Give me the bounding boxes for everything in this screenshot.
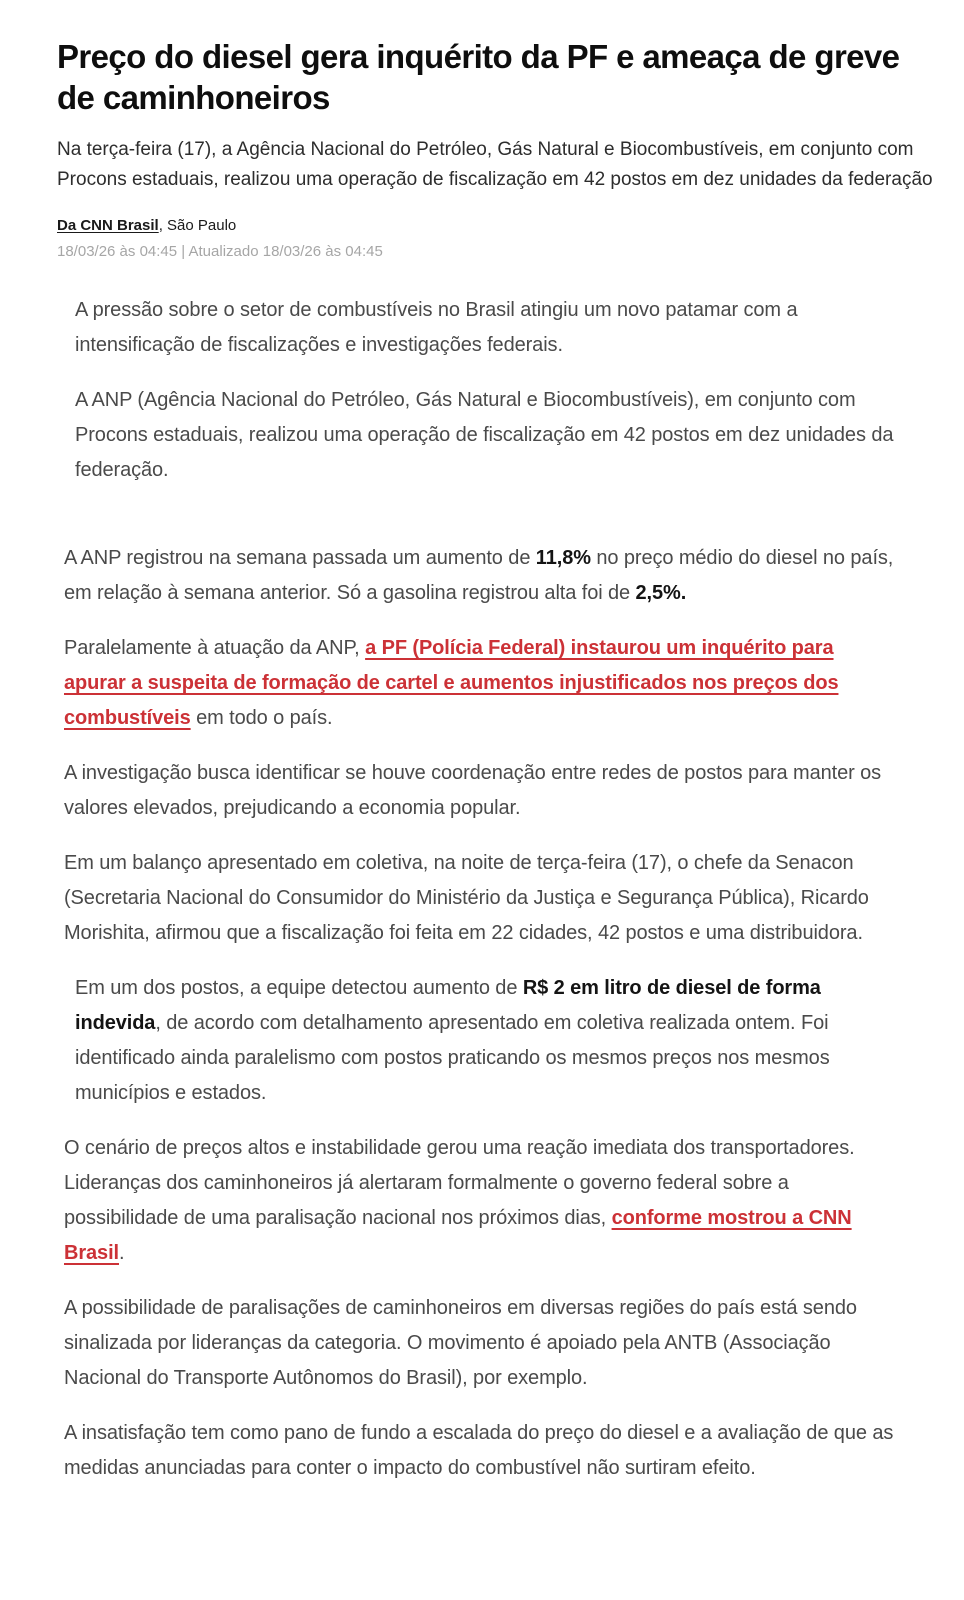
article-title: Preço do diesel gera inquérito da PF e ameaça de greve de caminhoneiros xyxy=(57,38,900,116)
gasoline-increase-value: 2,5%. xyxy=(635,582,687,604)
paragraph-text: A ANP (Agência Nacional do Petróleo, Gás Natural e Biocombustíveis), em conjunto com Procons estaduais, realizou uma operação de fiscalização em 42 postos em dez unidades da federação. xyxy=(75,389,894,481)
article-body xyxy=(0,293,964,1486)
paragraph-2 xyxy=(64,383,894,488)
cnn-brasil-link[interactable]: conforme mostrou a CNN Brasil xyxy=(64,1207,852,1264)
paragraph-text: O cenário de preços altos e instabilidade gerou uma reação imediata dos transportadores. Lideranças dos caminhoneiros já alertaram formalmente o governo federal sobre a possibilidade de uma paralisação nacional nos próximos dias, xyxy=(64,1137,855,1229)
paragraph-text: A possibilidade de paralisações de caminhoneiros em diversas regiões do país está sendo sinalizada por lideranças da categoria. O movimento é apoiado pela ANTB (Associação Nacional do Transporte Autônomos do Brasil), por exemplo. xyxy=(64,1297,857,1389)
article-header xyxy=(0,0,964,261)
byline-location: , São Paulo xyxy=(158,217,237,234)
author-link[interactable]: Da CNN Brasil xyxy=(57,217,159,234)
paragraph-1 xyxy=(64,293,894,363)
paragraph-7 xyxy=(64,971,894,1111)
paragraph-text: no preço médio do diesel no país, em relação à semana anterior. Só a gasolina registrou alta foi de xyxy=(64,547,894,604)
diesel-increase-value: 11,8% xyxy=(535,547,591,569)
pf-inquiry-link[interactable]: a PF (Polícia Federal) instaurou um inquérito para apurar a suspeita de formação de cartel e aumentos injustificados nos preços dos combustíveis xyxy=(64,637,839,729)
paragraph-text: , de acordo com detalhamento apresentado em coletiva realizada ontem. Foi identificado ainda paralelismo com postos praticando os mesmos preços nos mesmos municípios e estados. xyxy=(75,1012,830,1104)
paragraph-text: A ANP registrou na semana passada um aumento de xyxy=(64,547,536,569)
paragraph-4 xyxy=(64,631,894,736)
paragraph-text: em todo o país. xyxy=(190,707,333,729)
paragraph-6 xyxy=(64,846,894,951)
paragraph-8 xyxy=(64,1131,894,1271)
paragraph-text: . xyxy=(119,1242,125,1264)
price-increase-highlight: R$ 2 em litro de diesel de forma indevida xyxy=(75,977,821,1034)
paragraph-5 xyxy=(64,756,894,826)
paragraph-10 xyxy=(64,1416,894,1486)
paragraph-text: Em um dos postos, a equipe detectou aumento de xyxy=(75,977,523,999)
paragraph-text: A insatisfação tem como pano de fundo a escalada do preço do diesel e a avaliação de que as medidas anunciadas para conter o impacto do combustível não surtiram efeito. xyxy=(64,1422,894,1479)
paragraph-9 xyxy=(64,1291,894,1396)
timestamp: 18/03/26 às 04:45 | Atualizado 18/03/26 às 04:45 xyxy=(57,243,383,260)
article-deck: Na terça-feira (17), a Agência Nacional do Petróleo, Gás Natural e Biocombustíveis, em conjunto com Procons estaduais, realizou uma operação de fiscalização em 42 postos em dez unidades da federação xyxy=(57,139,933,190)
byline xyxy=(57,217,964,235)
paragraph-text: A investigação busca identificar se houve coordenação entre redes de postos para manter os valores elevados, prejudicando a economia popular. xyxy=(64,762,882,819)
paragraph-3 xyxy=(64,541,894,611)
paragraph-text: A pressão sobre o setor de combustíveis no Brasil atingiu um novo patamar com a intensificação de fiscalizações e investigações federais. xyxy=(75,299,798,356)
paragraph-text: Paralelamente à atuação da ANP, xyxy=(64,637,366,659)
paragraph-text: Em um balanço apresentado em coletiva, na noite de terça-feira (17), o chefe da Senacon (Secretaria Nacional do Consumidor do Ministério da Justiça e Segurança Pública), Ricardo Morishita, afirmou que a fiscalização foi feita em 22 cidades, 42 postos e uma distribuidora. xyxy=(64,852,869,944)
